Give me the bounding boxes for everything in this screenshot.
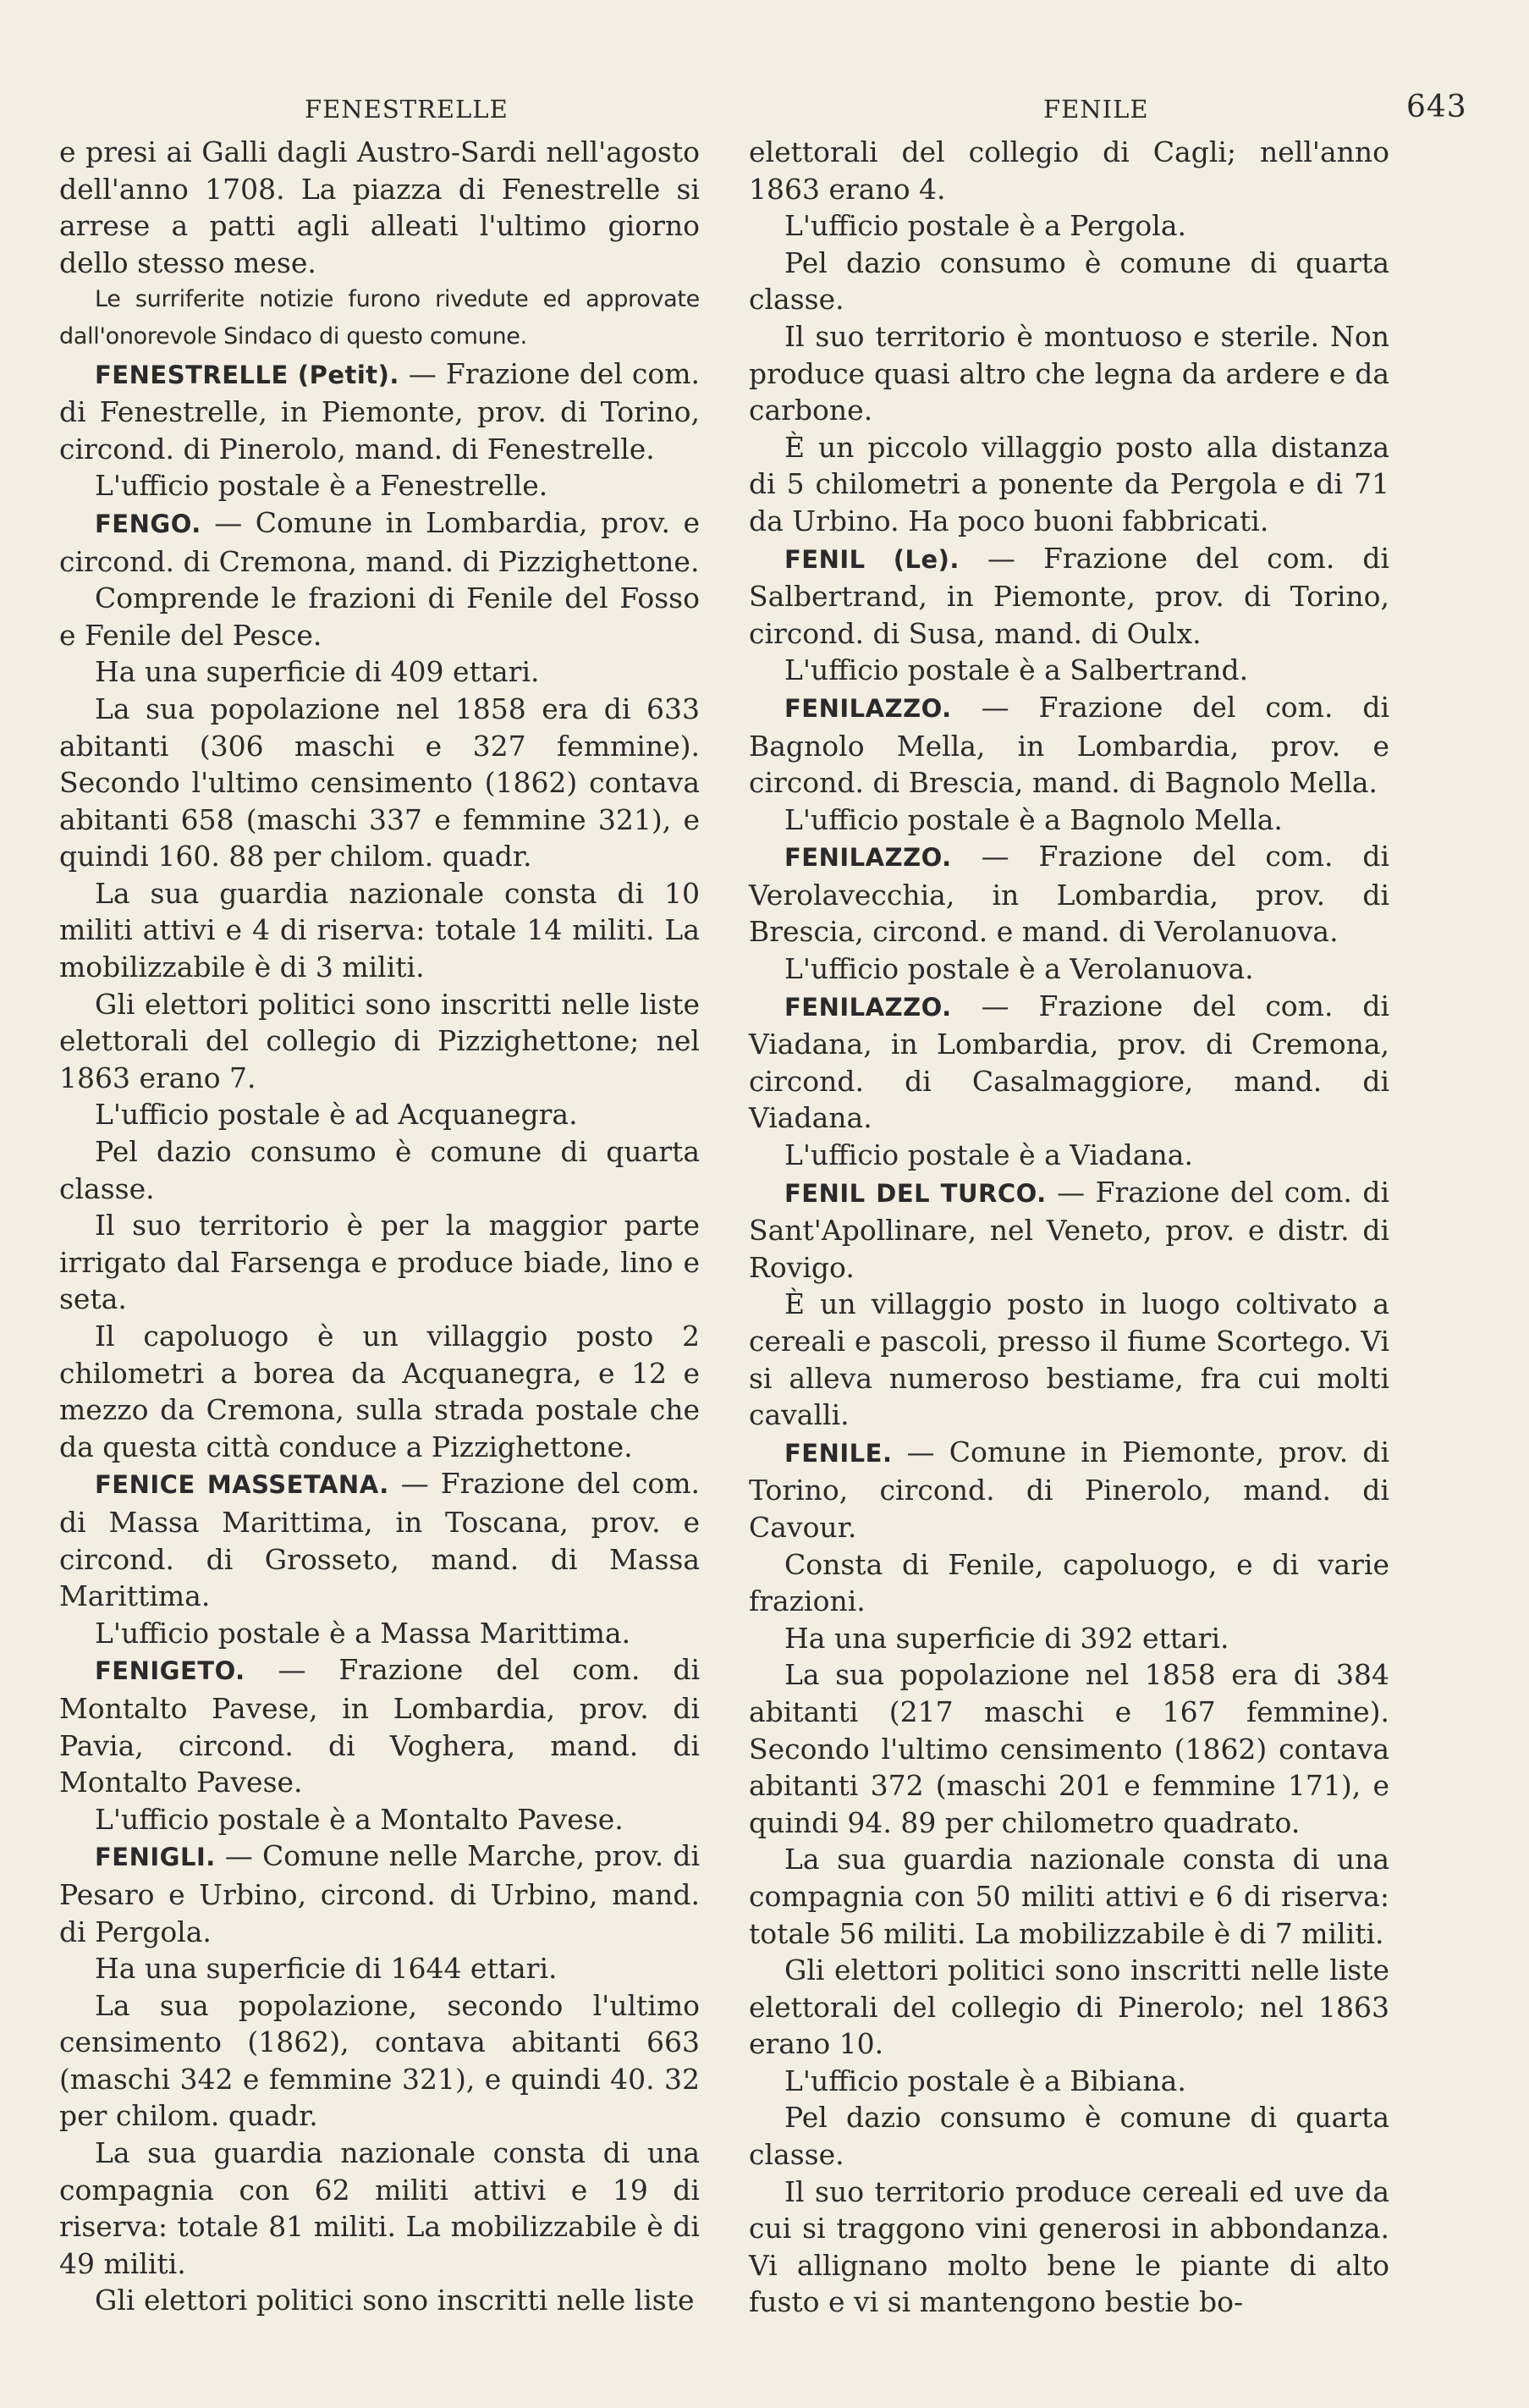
entry-headword: FENILAZZO.: [784, 693, 952, 723]
paragraph: Gli elettori politici sono inscritti nelle liste elettorali del collegio di Pinerolo; nel 1863 erano 10.: [749, 1953, 1389, 2061]
running-head-right: FENILE: [1043, 95, 1149, 124]
paragraph: L'ufficio postale è a Massa Marittima.: [95, 1616, 631, 1650]
editorial-note: Le surriferite notizie furono rivedute ed approvate dall'onorevole Sindaco di questo comune.: [59, 286, 700, 350]
dictionary-entry: [749, 838, 1389, 951]
left-column: [59, 134, 700, 2319]
dictionary-entry: [749, 540, 1389, 653]
paragraph: Pel dazio consumo è comune di quarta classe.: [749, 2101, 1389, 2172]
entry-text: — Frazione del com. di Bagnolo Mella, in Lombardia, prov. e circond. di Brescia, mand. di Bagnolo Mella.: [749, 690, 1389, 800]
paragraph: L'ufficio postale è a Bibiana.: [784, 2064, 1186, 2097]
paragraph: L'ufficio postale è a Viadana.: [784, 1138, 1193, 1172]
dictionary-entry: [749, 1434, 1389, 1546]
paragraph: Pel dazio consumo è comune di quarta classe.: [59, 1135, 700, 1205]
paragraph: L'ufficio postale è a Verolanuova.: [784, 952, 1254, 986]
paragraph: e presi ai Galli dagli Austro-Sardi nell'agosto dell'anno 1708. La piazza di Fenestrelle si arrese a patti agli alleati l'ultimo giorno dello stesso mese.: [59, 135, 700, 279]
entry-headword: FENIL DEL TURCO.: [784, 1178, 1047, 1208]
entry-text: — Frazione del com. di Sant'Apollinare, nel Veneto, prov. e distr. di Rovigo.: [749, 1175, 1389, 1284]
running-head-left: FENESTRELLE: [305, 95, 509, 124]
paragraph: Il suo territorio è montuoso e sterile. Non produce quasi altro che legna da ardere e da carbone.: [749, 319, 1389, 427]
entry-text: — Frazione del com. di Montalto Pavese, in Lombardia, prov. di Pavia, circond. di Voghera, mand. di Montalto Pavese.: [59, 1653, 700, 1799]
entry-text: — Frazione del com. di Viadana, in Lombardia, prov. di Cremona, circond. di Casalmaggiore, mand. di Viadana.: [749, 989, 1389, 1135]
dictionary-entry: [59, 1465, 700, 1614]
entry-text: — Comune in Lombardia, prov. e circond. di Cremona, mand. di Pizzighettone.: [59, 505, 700, 578]
paragraph: Ha una superficie di 1644 ettari.: [95, 1952, 558, 1986]
paragraph: Il suo territorio produce cereali ed uve da cui si traggono vini generosi in abbondanza. Vi allignano molto bene le piante di alto fusto e vi si mantengono bestie bo-: [749, 2174, 1389, 2319]
paragraph: Ha una superficie di 409 ettari.: [95, 655, 540, 689]
paragraph: L'ufficio postale è a Salbertrand.: [784, 653, 1249, 687]
entry-headword: FENIGETO.: [95, 1656, 245, 1686]
entry-text: — Comune nelle Marche, prov. di Pesaro e Urbino, circond. di Urbino, mand. di Pergola.: [59, 1839, 700, 1948]
paragraph: Il suo territorio è per la maggior parte irrigato dal Farsenga e produce biade, lino e seta.: [59, 1209, 700, 1316]
dictionary-entry: [749, 689, 1389, 802]
paragraph: elettorali del collegio di Cagli; nell'anno 1863 erano 4.: [749, 135, 1389, 206]
paragraph: L'ufficio postale è a Bagnolo Mella.: [784, 802, 1283, 836]
paragraph: Gli elettori politici sono inscritti nelle liste: [95, 2284, 695, 2317]
entry-headword: FENILAZZO.: [784, 843, 952, 873]
page-header: [0, 90, 1529, 129]
entry-headword: FENICE MASSETANA.: [95, 1470, 389, 1500]
paragraph: Gli elettori politici sono inscritti nelle liste elettorali del collegio di Pizzighettone; nel 1863 erano 7.: [59, 987, 700, 1094]
paragraph: La sua popolazione, secondo l'ultimo censimento (1862), contava abitanti 663 (maschi 342 e femmine 321), e quindi 40. 32 per chilom. quadr.: [59, 1988, 700, 2133]
paragraph: L'ufficio postale è a Fenestrelle.: [95, 469, 548, 503]
paragraph: Comprende le frazioni di Fenile del Fosso e Fenile del Pesce.: [59, 581, 700, 652]
paragraph: L'ufficio postale è a Pergola.: [784, 209, 1186, 243]
paragraph: L'ufficio postale è a Montalto Pavese.: [95, 1802, 624, 1836]
dictionary-entry: [749, 988, 1389, 1137]
dictionary-entry: [59, 504, 700, 580]
entry-text: — Frazione del com. di Massa Marittima, in Toscana, prov. e circond. di Grosseto, mand. di Massa Marittima.: [59, 1467, 700, 1613]
paragraph: Pel dazio consumo è comune di quarta classe.: [749, 245, 1389, 317]
entry-text: — Frazione del com. di Fenestrelle, in Piemonte, prov. di Torino, circond. di Pinerolo, mand. di Fenestrelle.: [59, 356, 700, 466]
page-number: 643: [1406, 90, 1467, 124]
paragraph: Il capoluogo è un villaggio posto 2 chilometri a borea da Acquanegra, e 12 e mezzo da Cremona, sulla strada postale che da questa città conduce a Pizzighettone.: [59, 1320, 700, 1463]
paragraph: È un piccolo villaggio posto alla distanza di 5 chilometri a ponente da Pergola e di 71 da Urbino. Ha poco buoni fabbricati.: [749, 430, 1389, 537]
paragraph: La sua guardia nazionale consta di 10 militi attivi e 4 di riserva: totale 14 militi. La mobilizzabile è di 3 militi.: [59, 876, 700, 984]
paragraph: La sua guardia nazionale consta di una compagnia con 62 militi attivi e 19 di riserva: totale 81 militi. La mobilizzabile è di 49 militi.: [59, 2136, 700, 2280]
entry-headword: FENGO.: [95, 509, 201, 538]
paragraph: L'ufficio postale è ad Acquanegra.: [95, 1098, 578, 1132]
entry-text: — Frazione del com. di Salbertrand, in Piemonte, prov. di Torino, circond. di Susa, mand. di Oulx.: [749, 541, 1390, 650]
paragraph: La sua guardia nazionale consta di una compagnia con 50 militi attivi e 6 di riserva: totale 56 militi. La mobilizzabile è di 7 militi.: [749, 1843, 1389, 1950]
entry-headword: FENIL (Le).: [784, 544, 960, 574]
entry-headword: FENESTRELLE (Petit).: [95, 360, 399, 389]
entry-headword: FENILE.: [784, 1438, 893, 1468]
paragraph: Consta di Fenile, capoluogo, e di varie frazioni.: [749, 1547, 1389, 1618]
paragraph: È un villaggio posto in luogo coltivato a cereali e pascoli, presso il fiume Scortego. Vi si alleva numeroso bestiame, fra cui molti cavalli.: [749, 1287, 1389, 1432]
entry-text: — Frazione del com. di Verolavecchia, in Lombardia, prov. di Brescia, circond. e mand. di Verolanuova.: [749, 840, 1389, 949]
entry-text: — Comune in Piemonte, prov. di Torino, circond. di Pinerolo, mand. di Cavour.: [749, 1435, 1389, 1544]
dictionary-entry: [59, 355, 700, 468]
dictionary-entry: [749, 1174, 1389, 1287]
dictionary-entry: [59, 1838, 700, 1950]
paragraph: La sua popolazione nel 1858 era di 633 abitanti (306 maschi e 327 femmine). Secondo l'ultimo censimento (1862) contava abitanti 658 (maschi 337 e femmine 321), e quindi 160. 88 per chilom. quadr.: [59, 692, 700, 873]
dictionary-entry: [59, 1651, 700, 1800]
right-column: [749, 134, 1389, 2321]
paragraph: Ha una superficie di 392 ettari.: [784, 1621, 1229, 1655]
entry-headword: FENIGLI.: [95, 1843, 216, 1872]
entry-headword: FENILAZZO.: [784, 992, 952, 1022]
paragraph: La sua popolazione nel 1858 era di 384 abitanti (217 maschi e 167 femmine). Secondo l'ultimo censimento (1862) contava abitanti 372 (maschi 201 e femmine 171), e quindi 94. 89 per chilometro quadrato.: [749, 1658, 1389, 1839]
